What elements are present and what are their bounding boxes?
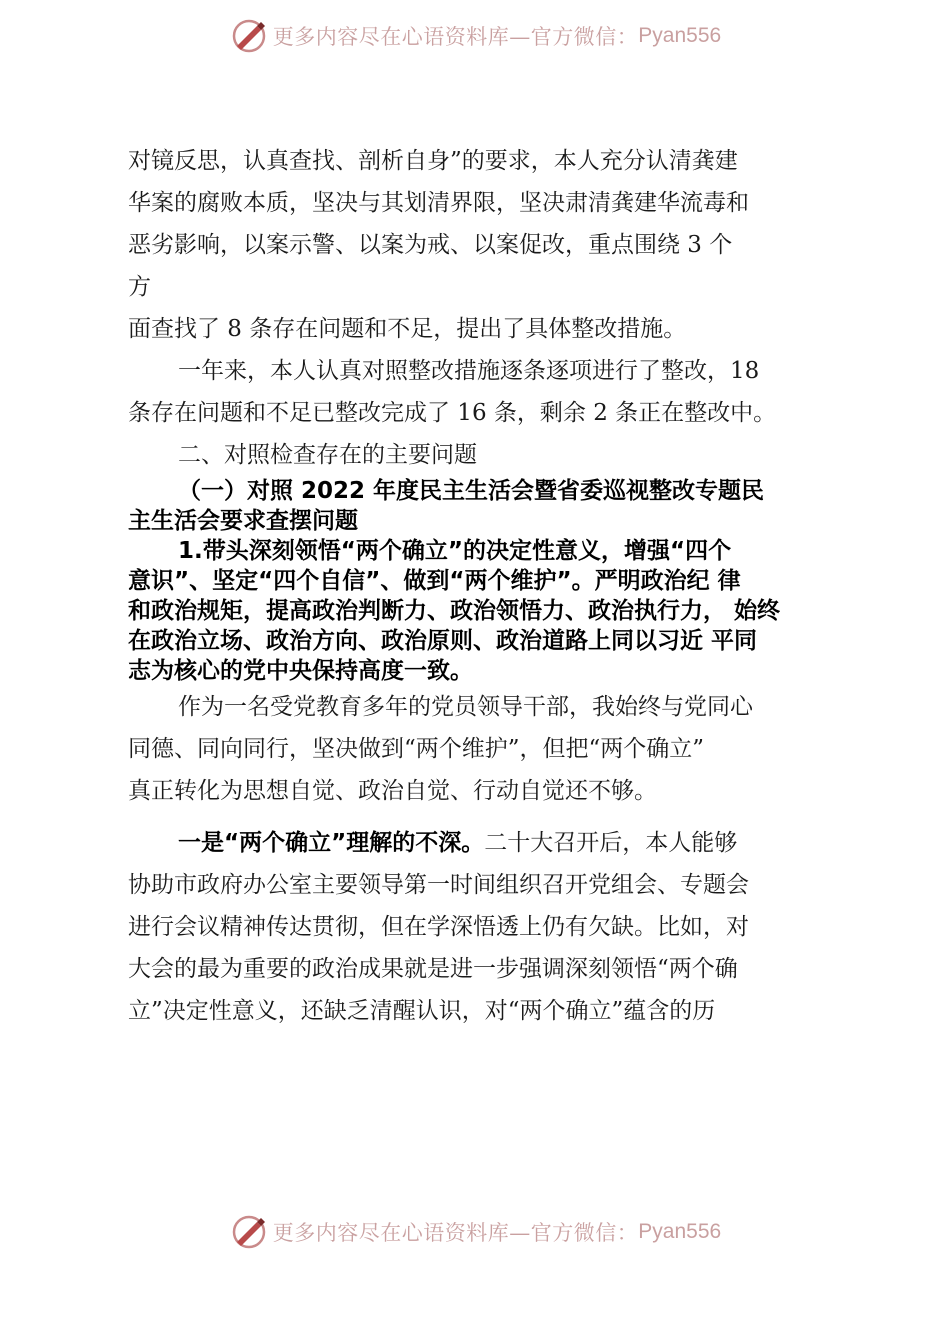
watermark-text: 更多内容尽在心语资料库—官方微信： [272,1221,639,1245]
item-heading-cont: 志为核心的党中央保持高度一致。 [128,658,473,684]
item-heading: 1.带头深刻领悟“两个确立”的决定性意义，增强“四个 [178,538,732,564]
text-line: 立”决定性意义，还缺乏清醒认识，对“两个确立”蕴含的历 [128,998,716,1024]
subsection-heading: （一）对照 2022 年度民主生活会暨省委巡视整改专题民 [178,478,765,504]
text-line: 协助市政府办公室主要领导第一时间组织召开党组会、专题会 [128,872,749,898]
text-line: 条存在问题和不足已整改完成了 16 条，剩余 2 条正在整改中。 [128,400,777,426]
item-heading-cont: 在政治立场、政治方向、政治原则、政治道路上同以习近 平同 [128,628,758,654]
watermark-id: Pyan556 [638,24,722,47]
watermark-text: 更多内容尽在心语资料库—官方微信： [272,25,639,49]
text-line: 面查找了 8 条存在问题和不足，提出了具体整改措施。 [128,316,687,342]
document-body [128,140,828,1032]
watermark-id: Pyan556 [638,1220,722,1243]
footer-watermark [0,1210,950,1254]
item-heading-cont: 和政治规矩，提高政治判断力、政治领悟力、政治执行力， 始终 [128,598,781,624]
header-watermark [0,14,950,58]
text-line: 大会的最为重要的政治成果就是进一步强调深刻领悟“两个确 [128,956,738,982]
pen-logo-icon [229,1212,269,1252]
section-heading: 二、对照检查存在的主要问题 [178,442,477,468]
text-line: 恶劣影响，以案示警、以案为戒、以案促改，重点围绕 3 个 [128,232,733,258]
text-line: 对镜反思，认真查找、剖析自身”的要求，本人充分认清龚建 [128,148,738,174]
text-line: 方 [128,274,151,300]
text-line [128,822,828,864]
subsection-heading-cont: 主生活会要求查摆问题 [128,508,358,534]
text-line: 一年来，本人认真对照整改措施逐条逐项进行了整改，18 [178,358,760,384]
text-line: 真正转化为思想自觉、政治自觉、行动自觉还不够。 [128,778,657,804]
text-line: 同德、同向同行，坚决做到“两个维护”，但把“两个确立” [128,736,705,762]
pen-logo-icon [229,16,269,56]
point-text: 二十大召开后，本人能够 [484,830,738,856]
point-lead: 一是“两个确立”理解的不深。 [178,830,485,856]
text-line: 进行会议精神传达贯彻，但在学深悟透上仍有欠缺。比如，对 [128,914,749,940]
text-line: 华案的腐败本质，坚决与其划清界限，坚决肃清龚建华流毒和 [128,190,749,216]
text-line: 作为一名受党教育多年的党员领导干部，我始终与党同心 [178,694,753,720]
item-heading-cont: 意识”、坚定“四个自信”、做到“两个维护”。严明政治纪 律 [128,568,741,594]
